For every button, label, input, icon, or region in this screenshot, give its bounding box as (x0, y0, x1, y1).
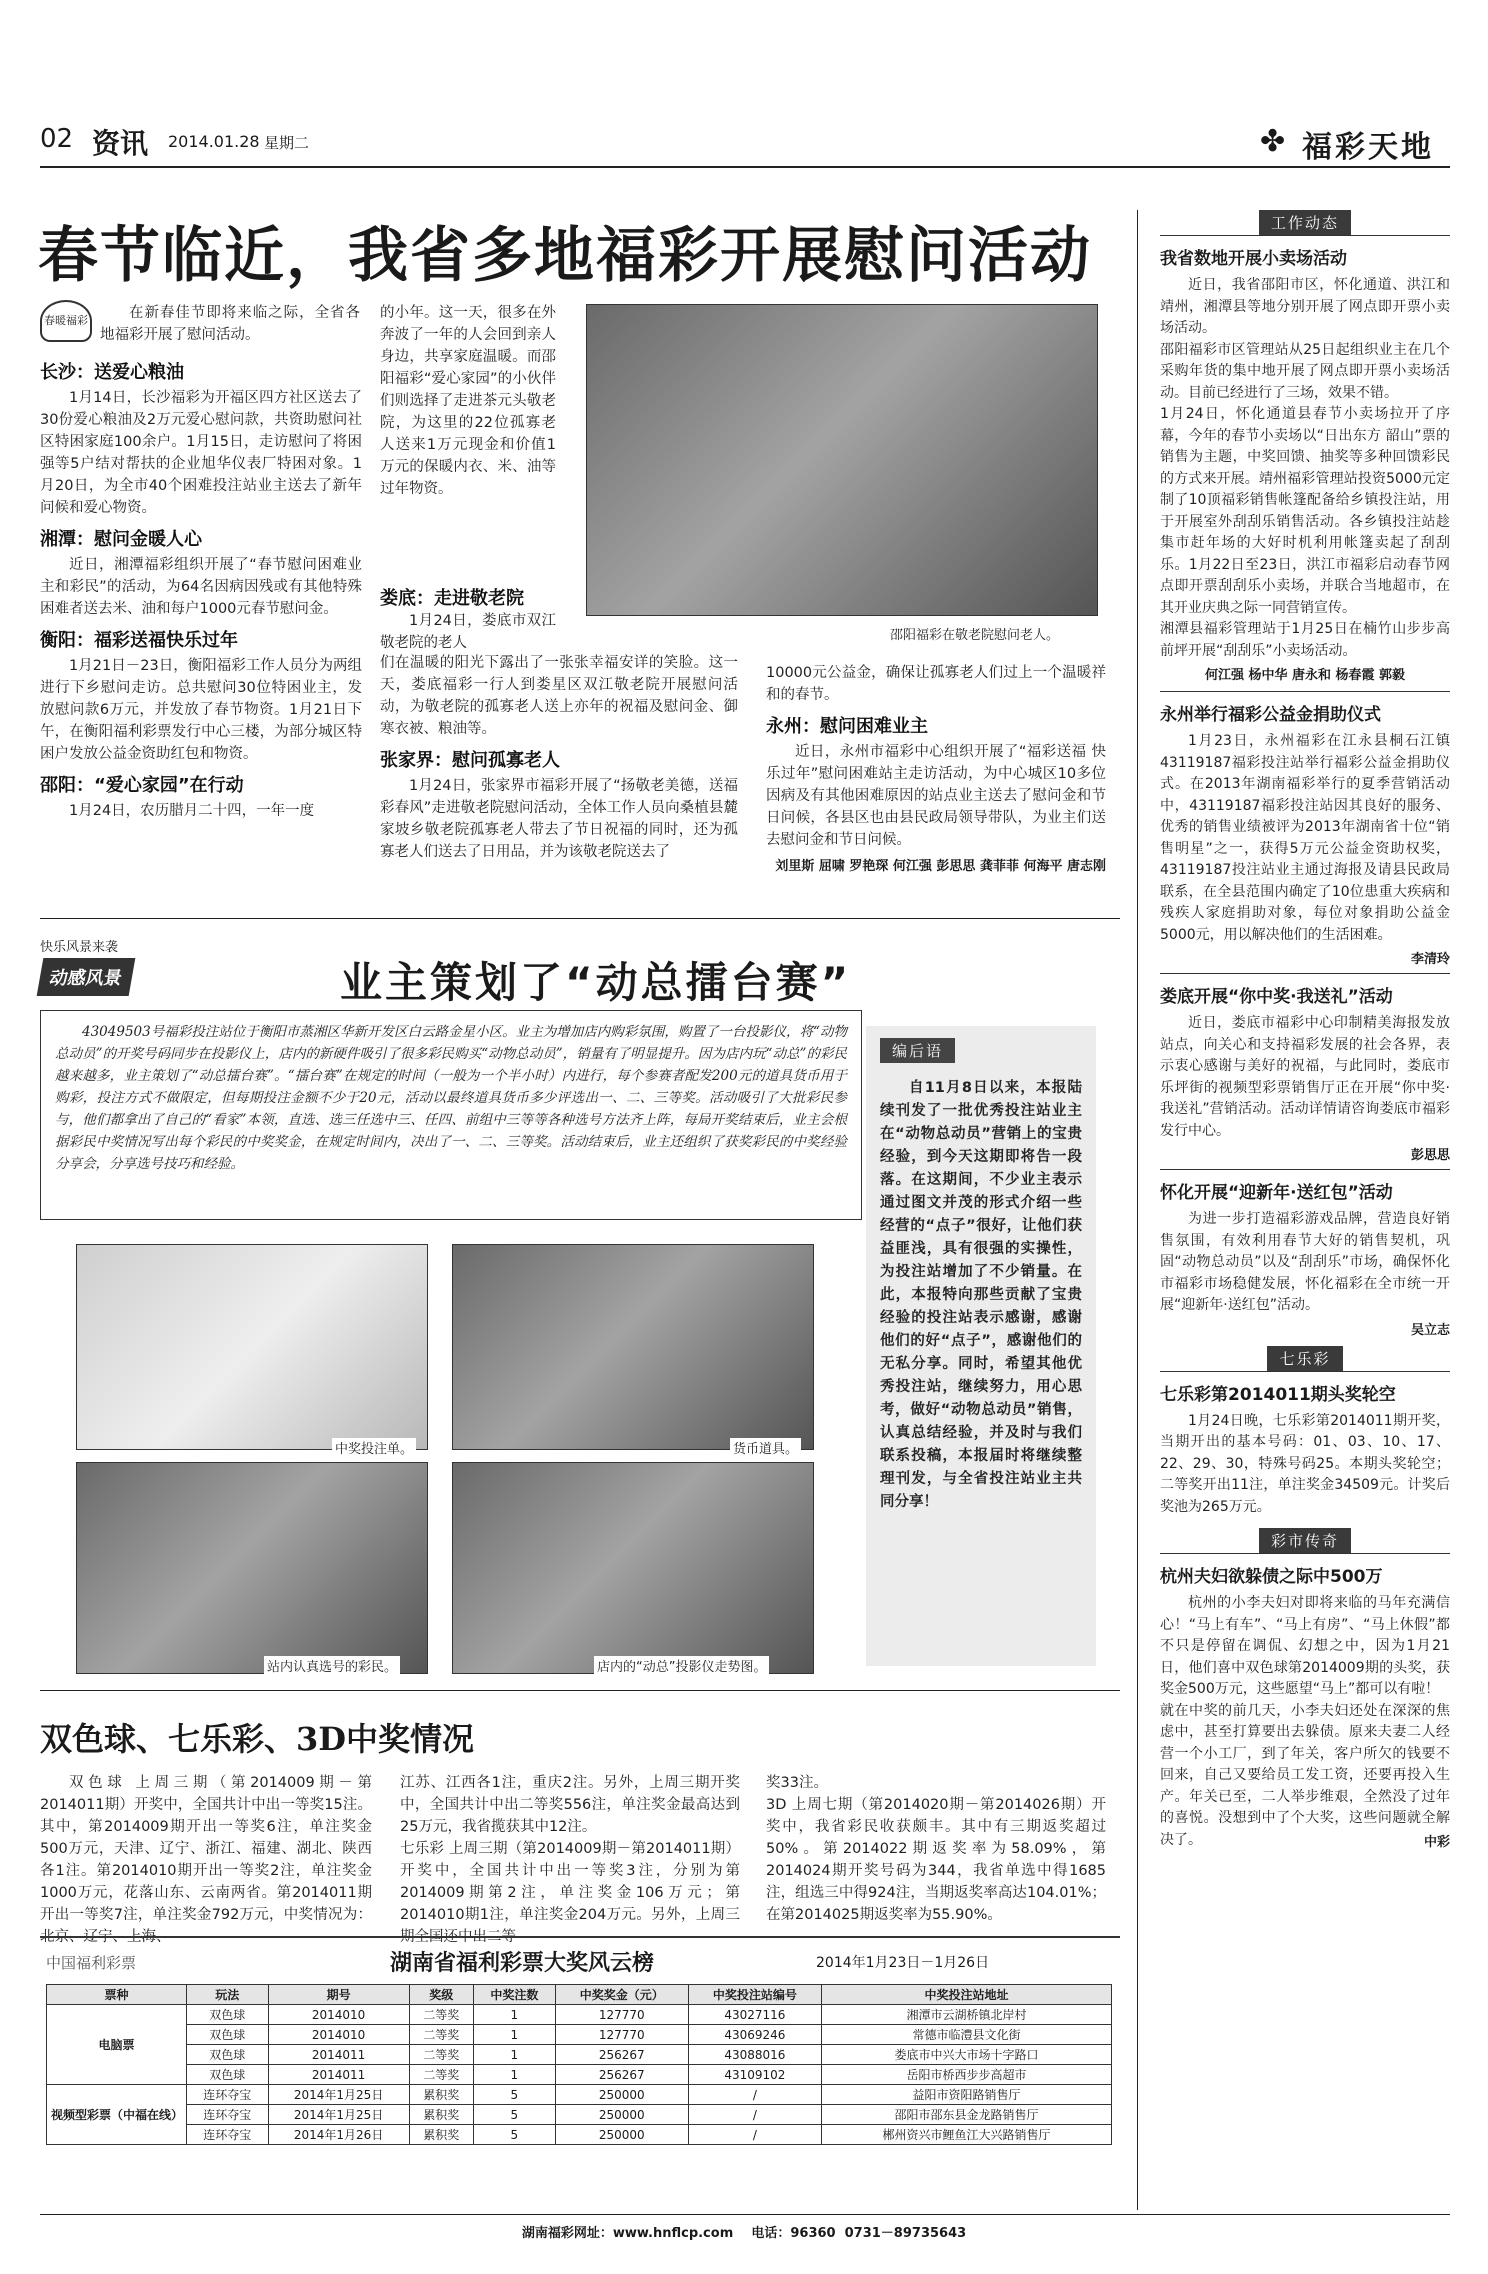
table-cell: 湘潭市云湖桥镇北岸村 (822, 2005, 1112, 2025)
issue-date: 2014.01.28 (168, 132, 260, 151)
para-hengyang: 1月21日－23日，衡阳福彩工作人员分为两组进行下乡慰问走访。总共慰问30位特困业主，发放慰问款6万元，并发放了春节物资。1月21日下午，在衡阳福利彩票发行中心三楼，为部分城区特困户发放公益金资助红包和物资。 (40, 658, 362, 762)
table-cell: 常德市临澧县文化街 (822, 2025, 1112, 2045)
article-hangzhou-title: 杭州夫妇欲躲债之际中500万 (1160, 1567, 1383, 1587)
page-number: 02 (40, 124, 74, 154)
table-cell: 二等奖 (409, 2045, 473, 2065)
table-cell: 双色球 (187, 2025, 269, 2045)
editor-note-box (866, 1026, 1096, 1666)
table-row (47, 2085, 1112, 2105)
article-huaihua-body: 为进一步打造福彩游戏品牌，营造良好销售氛围，有效利用春节大好的销售契机，巩固“动物总动员”以及“刮刮乐”市场，确保怀化市福彩市场稳健发展，怀化福彩在全市统一开展“迎新年·送红包”活动。 (1160, 1211, 1450, 1313)
table-cell: 连环夺宝 (187, 2105, 269, 2125)
th: 中奖注数 (474, 1985, 556, 2005)
table-row (47, 2025, 1112, 2045)
tag-qlc: 七乐彩 (1267, 1346, 1342, 1371)
story1-column-2-lower (380, 652, 738, 863)
para-changsha: 1月14日，长沙福彩为开福区四方社区送去了30份爱心粮油及2万元爱心慰问款，共资助慰问社区特困家庭100余户。1月15日，走访慰问了将困强等5户结对帮扶的企业旭华仪表厂特困对象。1月20日，为全市40个困难投注站业主送去了新年问候和爱心物资。 (40, 390, 362, 516)
table-cell: 1 (474, 2065, 556, 2085)
table-cell: 2014010 (268, 2005, 409, 2025)
table-cell: 二等奖 (409, 2065, 473, 2085)
para-xiangtan: 近日，湘潭福彩组织开展了“春节慰问困难业主和彩民”的活动，为64名因病因残或有其他特殊困难者送去米、油和每户1000元春节慰问金。 (40, 557, 362, 617)
table-cell: 二等奖 (409, 2005, 473, 2025)
main-headline: 春节临近，我省多地福彩开展慰问活动 (38, 221, 1092, 291)
right-column (1160, 210, 1450, 1850)
table-cell: 43109102 (688, 2065, 821, 2085)
story2-intro: 43049503号福彩投注站位于衡阳市蒸湘区华新开发区白云路金星小区。业主为增加店内购彩氛围，购置了一台投影仪，将“动物总动员”的开奖号码同步在投影仪上，店内的新硬件吸引了很多彩民购买“动物总动员”，销量有了明显提升。因为店内玩“动总”的彩民越来越多，业主策划了“动总擂台赛”。“擂台赛”在规定的时间（一般为一个半小时）内进行，每个参赛者配发200元的道具货币用于购彩，投注方式不做限定，但每期投注金额不少于20元，活动以最终道具货币多少评选出一、二、三等奖。活动吸引了大批彩民参与，他们都拿出了自己的“看家”本领，直选、选三任选中三、任四、前组中三等等各种选号方法齐上阵，每局开奖结束后，业主会根据彩民中奖情况写出每个彩民的中奖奖金，在规定时间内，决出了一、二、三等奖。活动结束后，业主还组织了获奖彩民的中奖经验分享会，分享选号技巧和经验。 (55, 1024, 847, 1172)
table-cell: 127770 (555, 2025, 688, 2045)
table-cell: 累积奖 (409, 2125, 473, 2145)
section-rule-2 (40, 1690, 1120, 1691)
story1-column-3 (766, 662, 1106, 877)
table-row (47, 2065, 1112, 2085)
table-cell: / (688, 2105, 821, 2125)
photo-projector-chart (452, 1462, 814, 1674)
table-cell: 127770 (555, 2005, 688, 2025)
tag-work: 工作动态 (1259, 210, 1351, 235)
story3-col-1: 双色球 上周三期（第2014009期－第2014011期）开奖中，全国共计中出一等奖15注。其中，第2014009期开出一等奖6注，单注奖金500万元，天津、辽宁、浙江、福建、湖北、陕西各1注。第2014010期开出一等奖2注，单注奖金1000万元，花落山东、云南两省。第2014011期开出一等奖7注，单注奖金792万元，中奖情况为：北京、辽宁、上海、 (40, 1775, 372, 1945)
table-cell: 5 (474, 2125, 556, 2145)
table-cell: 连环夺宝 (187, 2125, 269, 2145)
article-loudi-body: 近日，娄底市福彩中心印制精美海报发放站点，向关心和支持福彩发展的社会各界，表示衷心感谢与美好的祝福，与此同时，娄底市乐坪街的视频型彩票销售厅正在开展“你中奖·我送礼”营销活动。活动详情请咨询娄底市福彩发行中心。 (1160, 1015, 1450, 1139)
article-yongzhou-body: 1月23日，永州福彩在江永县桐石江镇43119187福彩投注站举行福彩公益金捐助仪式。在2013年湖南福彩举行的夏季营销活动中，43119187福彩投注站因其良好的服务、优秀的销售业绩被评为2013年湖南省十位“销售明星”之一，获得5万元公益金资助权奖，43119187投注站业主通过海报及请县民政局联系，在全县范围内确定了10位患重大疾病和残疾人家庭捐助对象，每位对象捐助公益金5000元，用以解决他们的生活困难。 (1160, 733, 1450, 943)
divider (1160, 691, 1450, 692)
tag-legend: 彩市传奇 (1259, 1528, 1351, 1553)
table-row (47, 2005, 1112, 2025)
para-zhangjiajie: 1月24日，张家界市福彩开展了“扬敬老美德，送福彩春风”走进敬老院慰问活动，全体工作人员向桑植县麓家坡乡敬老院孤寡老人带去了节日祝福的同时，还为孤寡老人们送去了日用品，并为该敬老院送去了 (380, 778, 738, 860)
story2-intro-box (40, 1010, 862, 1220)
article-huaihua-sig: 吴立志 (1410, 1322, 1450, 1338)
brand-title: 福彩天地 (1302, 130, 1434, 165)
column-divider (1137, 210, 1138, 2210)
photo-prop-currency (452, 1244, 814, 1450)
table-cell: 2014年1月25日 (268, 2105, 409, 2125)
footer-rule (40, 2214, 1450, 2215)
th: 中奖投注站地址 (822, 1985, 1112, 2005)
table-cell: 256267 (555, 2045, 688, 2065)
table-cell: 43027116 (688, 2005, 821, 2025)
table-range: 2014年1月23日－1月26日 (816, 1955, 990, 1971)
para-shaoyang: 1月24日，农历腊月二十四，一年一度 (69, 803, 315, 819)
divider (1160, 973, 1450, 974)
table-cell: 邵阳市邵东县金龙路销售厅 (822, 2105, 1112, 2125)
table-cell: 双色球 (187, 2045, 269, 2065)
story1-column-1 (40, 352, 362, 822)
story2-headline: 业主策划了“动总擂台赛” (340, 958, 852, 1007)
table-cell: 43088016 (688, 2045, 821, 2065)
story1-authors: 刘里斯 屈啸 罗艳琛 何江强 彭思思 龚菲菲 何海平 唐志刚 (775, 859, 1106, 874)
story3-col-2: 江苏、江西各1注，重庆2注。另外，上周三期开奖中，全国共计中出二等奖556注，单注奖金最高达到25万元，我省揽获其中12注。 七乐彩 上周三期（第2014009期－第2014011期）开奖中，全国共计中出一等奖3注，分别为第2014009期第2注，单注奖金106万元；第2014010期1注，单注奖金204万元。另外，上周三期全国还中出二等 (400, 1775, 740, 1945)
story2-logo: 动感风景 (37, 958, 136, 996)
story1-column-2-top: 的小年。这一天，很多在外奔波了一年的人会回到亲人身边，共享家庭温暖。而邵阳福彩“爱心家园”的小伙伴们则选择了走进茶元头敬老院，为这里的22位孤寡老人送来1万元现金和价值1万元的保暖内衣、米、油等过年物资。 (380, 305, 556, 497)
article-hangzhou-sig: 中彩 (1423, 1835, 1450, 1850)
table-title: 湖南省福利彩票大奖风云榜 (390, 1951, 655, 1976)
tag-row-3 (1160, 1528, 1450, 1554)
table-cell: 2014年1月25日 (268, 2085, 409, 2105)
weekday: 星期二 (264, 134, 310, 152)
brand-logo-icon: ✤ (1260, 124, 1286, 159)
article-kiosk-body: 近日，我省邵阳市区，怀化通道、洪江和靖州，湘潭县等地分别开展了网点即开票小卖场活动。 邵阳福彩市区管理站从25日起组织业主在几个采购年货的集中地开展了网点即开票小卖场活动。目前已经进行了三场，效果不错。 1月24日，怀化通道县春节小卖场拉开了序幕，今年的春节小卖场以“日出东方 韶山”票的销售为主题，中奖回馈、抽奖等多种回馈彩民的方式来开展。靖州福彩管理站投资5000元定制了10顶福彩销售帐篷配备给乡镇投注站，用于开展室外刮刮乐销售活动。各乡镇投注站趁集市赶年场的大好时机利用帐篷卖起了刮刮乐。1月22日至23日，洪江市福彩启动春节网点即开票刮刮乐小卖场，并联合当地超市，在其开业庆典之际一同营销宣传。 湘潭县福彩管理站于1月25日在楠竹山步步高前坪开展“刮刮乐”小卖场活动。 (1160, 277, 1450, 659)
story2-kicker: 快乐风景来袭 (40, 940, 119, 955)
para-loudi-cont: 10000元公益金，确保让孤寡老人们过上一个温暖祥和的春节。 (766, 665, 1106, 703)
jackpot-table-block (40, 1936, 1120, 2194)
editor-note-text: 自11月8日以来，本报陆续刊发了一批优秀投注站业主在“动物总动员”营销上的宝贵经验，到今天这期即将告一段落。在这期间，不少业主表示通过图文并茂的形式介绍一些经营的“点子”很好，让他们获益匪浅，具有很强的实操性，为投注站增加了不少销量。在此，本报特向那些贡献了宝贵经验的投注站表示感谢，感谢他们的好“点子”，感谢他们的无私分享。同时，希望其他优秀投注站，继续努力，用心思考，做好“动物总动员”销售，认真总结经验，并及时与我们联系投稿，本报届时将继续整理刊发，与全省投注站业主共同分享！ (880, 1080, 1082, 1510)
table-cell: 郴州资兴市鲤鱼江大兴路销售厅 (822, 2125, 1112, 2145)
article-kiosk-title: 我省数地开展小卖场活动 (1160, 249, 1347, 269)
table-cell: 256267 (555, 2065, 688, 2085)
photo-caption-1: 邵阳福彩在敬老院慰问老人。 (890, 628, 1060, 643)
footer-contact: 湖南福彩网址：www.hnflcp.com 电话：96360 0731－89735643 (521, 2226, 967, 2241)
header-rule (40, 166, 1450, 168)
subhead-xiangtan: 湘潭：慰问金暖人心 (40, 529, 202, 550)
table-cell: 43069246 (688, 2025, 821, 2045)
tag-row-2 (1160, 1346, 1450, 1372)
table-cell: 2014010 (268, 2025, 409, 2045)
table-cell: 5 (474, 2105, 556, 2125)
article-loudi-sig: 彭思思 (1410, 1148, 1450, 1163)
cwl-logo: 中国福利彩票 (46, 1954, 137, 1972)
th: 票种 (47, 1985, 187, 2005)
ticket-type-cell: 电脑票 (47, 2005, 187, 2085)
article-huaihua-title: 怀化开展“迎新年·送红包”活动 (1160, 1183, 1393, 1203)
ticket-type-cell: 视频型彩票（中福在线） (47, 2085, 187, 2145)
photo-caption-5: 店内的“动总”投影仪走势图。 (594, 1656, 769, 1675)
photo-betting-slips (76, 1244, 428, 1450)
jackpot-table (46, 1984, 1112, 2145)
table-cell: 2014011 (268, 2065, 409, 2085)
page-header (40, 122, 1450, 165)
subhead-shaoyang: 邵阳：“爱心家园”在行动 (40, 775, 244, 796)
th: 中奖奖金（元） (555, 1985, 688, 2005)
subhead-changsha: 长沙：送爱心粮油 (40, 362, 184, 383)
article-yongzhou-title: 永州举行福彩公益金捐助仪式 (1160, 705, 1381, 725)
table-cell: 双色球 (187, 2005, 269, 2025)
th: 玩法 (187, 1985, 269, 2005)
table-cell: / (688, 2085, 821, 2105)
article-kiosk-sig: 何江强 杨中华 唐永和 杨春霞 郭毅 (1204, 668, 1406, 683)
photo-caption-3: 货币道具。 (730, 1438, 801, 1457)
divider (1160, 1169, 1450, 1170)
table-cell: / (688, 2125, 821, 2145)
table-cell: 250000 (555, 2085, 688, 2105)
table-cell: 双色球 (187, 2065, 269, 2085)
table-header-row (47, 1985, 1112, 2005)
table-row (47, 2105, 1112, 2125)
table-cell: 1 (474, 2045, 556, 2065)
story3-headline: 双色球、七乐彩、3D中奖情况 (40, 1720, 475, 1758)
article-loudi-title: 娄底开展“你中奖·我送礼”活动 (1160, 987, 1393, 1007)
table-cell: 累积奖 (409, 2105, 473, 2125)
tag-row-1 (1160, 210, 1450, 236)
table-cell: 2014011 (268, 2045, 409, 2065)
subhead-yongzhou: 永州：慰问困难业主 (766, 716, 928, 737)
section-rule-1 (40, 918, 1120, 919)
table-cell: 岳阳市桥西步步高超市 (822, 2065, 1112, 2085)
editor-note-tag: 编后语 (880, 1038, 955, 1063)
badge-heart-icon: 春暖福彩 (40, 300, 92, 342)
table-cell: 2014年1月26日 (268, 2125, 409, 2145)
table-cell: 5 (474, 2085, 556, 2105)
article-hangzhou-body: 杭州的小李夫妇对即将来临的马年充满信心！“马上有车”、“马上有房”、“马上休假”都不只是停留在调侃、幻想之中，因为1月21日，他们喜中双色球第2014009期的头奖，获奖金500万元，这些愿望“马上”都可以有啦！ 就在中奖的前几天，小李夫妇还处在深深的焦虑中，甚至打算要出去躲债。原来夫妻二人经营一个小工厂，到了年关，客户所欠的钱要不回来，自己又要给员工发工资，还要再投入生产。年关已至，二人举步维艰，全然没了过年的喜悦。没想到中了个大奖，这些问题就全解决了。 (1160, 1595, 1450, 1848)
story3-col-3: 奖33注。 3D 上周七期（第2014020期－第2014026期）开奖中，我省彩民收获颇丰。其中有三期返奖超过50%。第2014022期返奖率为58.09%，第2014024期开奖号码为344，我省单选中得1685注，组选三中得924注，当期返奖率高达104.01%；在第2014025期返奖率为55.90%。 (766, 1775, 1106, 1923)
table-cell: 250000 (555, 2125, 688, 2145)
table-cell: 1 (474, 2025, 556, 2045)
para-loudi-narrow: 1月24日，娄底市双江敬老院的老人 (380, 613, 556, 651)
article-qlc-title: 七乐彩第2014011期头奖轮空 (1160, 1384, 1396, 1405)
table-row (47, 2125, 1112, 2145)
para-yongzhou: 近日，永州市福彩中心组织开展了“福彩送福 快乐过年”慰问困难站主走访活动，为中心城区10多位因病及有其他困难原因的站点业主送去了慰问金和节日问候，各县区也由县民政局领导带队，为业主们送去慰问金和节日问候。 (766, 744, 1106, 848)
table-row (47, 2045, 1112, 2065)
th: 奖级 (409, 1985, 473, 2005)
photo-caption-4: 站内认真选号的彩民。 (264, 1656, 400, 1675)
article-qlc-body: 1月24日晚，七乐彩第2014011期开奖，当期开出的基本号码：01、03、10、17、22、29、30，特殊号码25。本期头奖轮空；二等奖开出11注，单注奖金34509元。计奖后奖池为265万元。 (1160, 1412, 1450, 1515)
lead-text: 在新春佳节即将来临之际，全省各地福彩开展了慰问活动。 (100, 305, 360, 343)
subhead-hengyang: 衡阳：福彩送福快乐过年 (40, 630, 238, 651)
section-name: 资讯 (92, 127, 149, 160)
table-cell: 益阳市资阳路销售厅 (822, 2085, 1112, 2105)
table-cell: 二等奖 (409, 2025, 473, 2045)
table-cell: 1 (474, 2005, 556, 2025)
photo-caption-2: 中奖投注单。 (332, 1438, 416, 1457)
article-yongzhou-sig: 李清玲 (1410, 952, 1450, 967)
th: 中奖投注站编号 (688, 1985, 821, 2005)
th: 期号 (268, 1985, 409, 2005)
table-cell: 连环夺宝 (187, 2085, 269, 2105)
photo-players (76, 1462, 428, 1674)
subhead-zhangjiajie: 张家界：慰问孤寡老人 (380, 750, 560, 771)
photo-shaoyang-visit (586, 304, 1098, 616)
table-cell: 累积奖 (409, 2085, 473, 2105)
table-cell: 250000 (555, 2105, 688, 2125)
table-cell: 娄底市中兴大市场十字路口 (822, 2045, 1112, 2065)
para-loudi: 们在温暖的阳光下露出了一张张幸福安详的笑脸。这一天，娄底福彩一行人到娄星区双江敬老院开展慰问活动，为敬老院的孤寡老人送上亦年的祝福及慰问金、御寒衣被、粮油等。 (380, 655, 738, 737)
subhead-loudi: 娄底：走进敬老院 (380, 588, 524, 609)
